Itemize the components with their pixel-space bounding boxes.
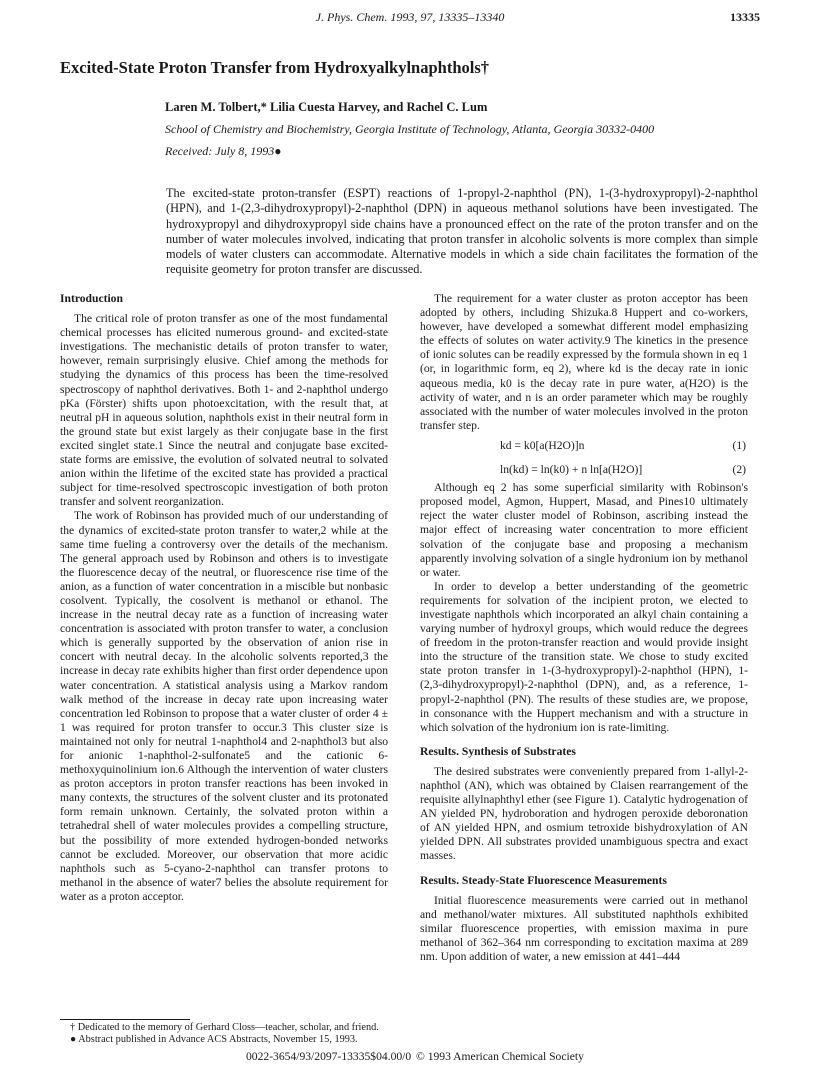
author-list: Laren M. Tolbert,* Lilia Cuesta Harvey, and Rachel C. Lum	[165, 100, 488, 114]
paragraph: The critical role of proton transfer as one of the most fundamental chemical processes has elicited numerous ground- and excited-state investigations. The mechanistic details of proton transfer to water, however, remain surprisingly elusive. Chief among the methods for studying the dynamics of this process has been the time-resolved spectroscopy of naphthol derivatives. Both 1- and 2-naphthol undergo pKa (Förster) shifts upon photoexcitation, with the result that, at neutral pH in aqueous solution, naphthols exist in their neutral form in the ground state but exist largely as their conjugate base in the first excited singlet state.1 Since the neutral and conjugate base excited-state forms are emissive, the evolution of solvated neutral to solvated anion within the lifetime of the excited state has provided a practical subject for time-resolved spectroscopic investigation of both proton transfer and solvent reorganization.	[60, 312, 388, 509]
footnotes	[60, 1022, 390, 1046]
journal-citation: J. Phys. Chem. 1993, 97, 13335–13340	[315, 10, 505, 24]
equation-number: (1)	[732, 438, 746, 452]
paragraph: Although eq 2 has some superficial similarity with Robinson's proposed model, Agmon, Huppert, Masad, and Pines10 ultimately reject the water cluster model of Robinson, ascribing instead the major effect of increasing water concentration to more efficient solvation of the conjugate base and proposing a mechanism apparently involving solvation of a single hydronium ion by methanol or water.	[420, 481, 748, 579]
footnote-divider	[60, 1019, 190, 1020]
copyright: © 1993 American Chemical Society	[416, 1050, 584, 1063]
page-number: 13335	[730, 10, 760, 24]
section-heading-fluorescence: Results. Steady-State Fluorescence Measurements	[420, 873, 667, 887]
equation-text: ln(kd) = ln(k0) + n ln[a(H2O)]	[500, 463, 643, 477]
equation-number: (2)	[732, 463, 746, 477]
running-header	[60, 10, 760, 30]
article-title: Excited-State Proton Transfer from Hydroxyalkylnaphthols†	[60, 58, 490, 77]
paragraph: The desired substrates were conveniently prepared from 1-allyl-2-naphthol (AN), which was obtained by Claisen rearrangement of the requisite allylnaphthyl ether (see Figure 1). Catalytic hydrogenation of AN yielded PN, hydroboration and hydrogen peroxide deboronation of AN yielded HPN, and osmium tetroxide bishydroxylation of AN yielded DPN. All substrates provided unambiguous spectra and exact masses.	[420, 764, 748, 863]
article-code: 0022-3654/93/2097-13335$04.00/0	[246, 1050, 412, 1063]
right-column	[420, 292, 748, 964]
footnote-dedication: † Dedicated to the memory of Gerhard Closs—teacher, scholar, and friend.	[70, 1022, 379, 1033]
paragraph: The work of Robinson has provided much of our understanding of the dynamics of excited-state proton transfer to water,2 while at the same time fueling a controversy over the details of the mechanism. The general approach used by Robinson and others is to investigate the fluorescence decay of the neutral, or fluorescence rise time of the anion, as a function of water concentration in a miscible but nonbasic cosolvent. Typically, the cosolvent is methanol or ethanol. The increase in the neutral decay rate as a function of increasing water concentration is associated with proton transfer to water, a conclusion which is generally supported by the observation of anion rise in concert with neutral decay. In the alcoholic solvents reported,3 the increase in decay rate exhibits higher than first order dependence upon water concentration. A statistical analysis using a Markov random walk method of the increase in decay rate upon increasing water concentration led Robinson to propose that a water cluster of order 4 ± 1 was required for proton transfer to occur.3 This cluster size is maintained not only for neutral 1-naphthol4 and 2-naphthol3 but also for anionic 1-naphthol-2-sulfonate5 and the cationic 6-methoxyquinolinium ion.6 Although the intervention of water clusters as proton acceptors in proton transfer reactions has been invoked in many contexts, the structures of the solvent cluster and its protonated form remain unknown. Certainly, the solvated proton within a tetrahedral shell of water molecules provides a compelling structure, but the possibility of more extended hydrogen-bonded networks cannot be excluded. Moreover, our observation that more acidic naphthols such as 5-cyano-2-naphthol can transfer protons to methanol in the absence of water7 belies the absolute requirement for water as a proton acceptor.	[60, 509, 388, 903]
equation-text: kd = k0[a(H2O)]n	[500, 438, 585, 452]
received-date: Received: July 8, 1993●	[165, 144, 282, 158]
paragraph: Initial fluorescence measurements were carried out in methanol and methanol/water mixtures. All substituted naphthols exhibited similar fluorescence properties, with emission maxima in pure methanol of 362–364 nm corresponding to excitation maxima at 289 nm. Upon addition of water, a new emission at 441–444	[420, 893, 748, 964]
equation-2	[420, 457, 748, 481]
left-column	[60, 292, 388, 904]
paragraph: In order to develop a better understanding of the geometric requirements for solvation of the incipient proton, we elected to investigate naphthols which incorporated an alkyl chain containing a varying number of hydroxyl groups, which would reduce the degrees of freedom in the proton-transfer reaction and would provide insight into the structure of the transition state. We chose to study excited state proton transfer in 1-(3-hydroxypropyl)-2-naphthol (HPN), 1-(2,3-dihydroxypropyl)-2-naphthol (DPN), and, as a reference, 1-propyl-2-naphthol (PN). The results of these studies are, we propose, in consonance with the Huppert mechanism and with a structure in which solvation of the hydronium ion is rate-limiting.	[420, 579, 748, 734]
footnote-abstract-published: ● Abstract published in Advance ACS Abstracts, November 15, 1993.	[70, 1034, 358, 1045]
paragraph: The requirement for a water cluster as proton acceptor has been adopted by others, including Shizuka.8 Huppert and co-workers, however, have developed a somewhat different model emphasizing the effects of solutes on water activity.9 The kinetics in the presence of ionic solutes can be readily expressed by the formula shown in eq 1 (or, in logarithmic form, eq 2), where kd is the decay rate in ionic aqueous media, k0 is the decay rate in pure water, a(H2O) is the activity of water, and n is an order parameter which may be roughly associated with the number of water molecules involved in the proton transfer step.	[420, 292, 748, 432]
equation-1	[420, 433, 748, 457]
abstract: The excited-state proton-transfer (ESPT) reactions of 1-propyl-2-naphthol (PN), 1-(3-hydroxypropyl)-2-naphthol (HPN), and 1-(2,3-dihydroxypropyl)-2-naphthol (DPN) in aqueous methanol solutions have been investigated. The hydroxypropyl and dihydroxypropyl side chains have a pronounced effect on the rate of the proton transfer and on the number of water molecules involved, indicating that proton transfer in alcoholic solvents is more complex than simple models of water clusters can accommodate. Alternative models in which a side chain facilitates the formation of the requisite geometry for proton transfer are discussed.	[166, 186, 758, 277]
section-heading-synthesis: Results. Synthesis of Substrates	[420, 744, 576, 758]
affiliation: School of Chemistry and Biochemistry, Georgia Institute of Technology, Atlanta, Georgia 30332-0400	[165, 122, 655, 136]
section-heading-introduction: Introduction	[60, 292, 123, 305]
